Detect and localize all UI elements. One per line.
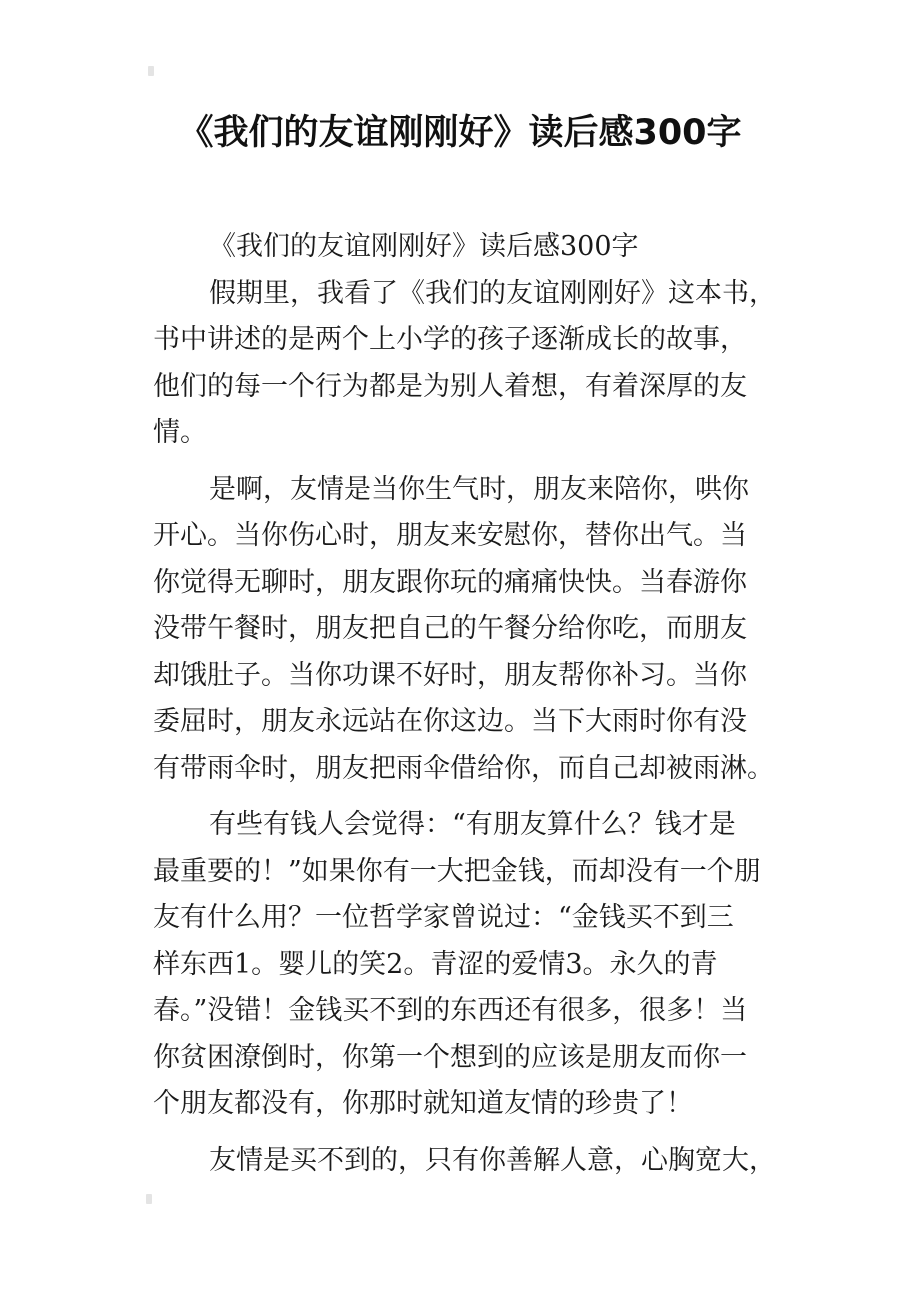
paragraph-3-line-5: 春。”没错！金钱买不到的东西还有很多，很多！当 — [153, 995, 748, 1026]
paragraph-3-line-2: 最重要的！”如果你有一大把金钱，而却没有一个朋 — [153, 855, 761, 887]
document-title: 《我们的友谊刚刚好》读后感300字 — [178, 113, 742, 153]
paragraph-4-line-1: 友情是买不到的，只有你善解人意，心胸宽大， — [209, 1144, 776, 1176]
document-body — [153, 224, 783, 1184]
paragraph-1-line-3: 他们的每一个行为都是为别人着想，有着深厚的友 — [153, 370, 747, 402]
paragraph-3-line-1: 有些有钱人会觉得：“有朋友算什么？钱才是 — [209, 809, 736, 840]
paragraph-2-line-4: 没带午餐时，朋友把自己的午餐分给你吃，而朋友 — [153, 613, 747, 644]
paragraph-2-line-5: 却饿肚子。当你功课不好时，朋友帮你补习。当你 — [153, 659, 747, 691]
paragraph-2-line-2: 开心。当你伤心时，朋友来安慰你，替你出气。当 — [153, 520, 747, 551]
scan-mark-bottom — [146, 1194, 152, 1204]
paragraph-2-line-7: 有带雨伞时，朋友把雨伞借给你，而自己却被雨淋。 — [153, 752, 774, 784]
paragraph-3-line-4: 样东西1。婴儿的笑2。青涩的爱情3。永久的青 — [153, 948, 718, 980]
paragraph-3-line-3: 友有什么用？一位哲学家曾说过：“金钱买不到三 — [153, 902, 734, 933]
paragraph-2-line-3: 你觉得无聊时，朋友跟你玩的痛痛快快。当春游你 — [153, 566, 747, 598]
paragraph-3-line-7: 个朋友都没有，你那时就知道友情的珍贵了！ — [153, 1088, 693, 1119]
paragraph-1-line-1: 假期里，我看了《我们的友谊刚刚好》这本书， — [209, 277, 776, 309]
scan-mark-top — [148, 66, 154, 76]
subtitle-line: 《我们的友谊刚刚好》读后感300字 — [209, 231, 639, 262]
paragraph-1-line-2: 书中讲述的是两个上小学的孩子逐渐成长的故事， — [153, 324, 747, 355]
paragraph-2-line-6: 委屈时，朋友永远站在你这边。当下大雨时你有没 — [153, 706, 747, 737]
paragraph-1-line-4: 情。 — [153, 417, 207, 448]
paragraph-2-line-1: 是啊，友情是当你生气时，朋友来陪你，哄你 — [209, 473, 749, 505]
paragraph-3-line-6: 你贫困潦倒时，你第一个想到的应该是朋友而你一 — [153, 1041, 747, 1073]
